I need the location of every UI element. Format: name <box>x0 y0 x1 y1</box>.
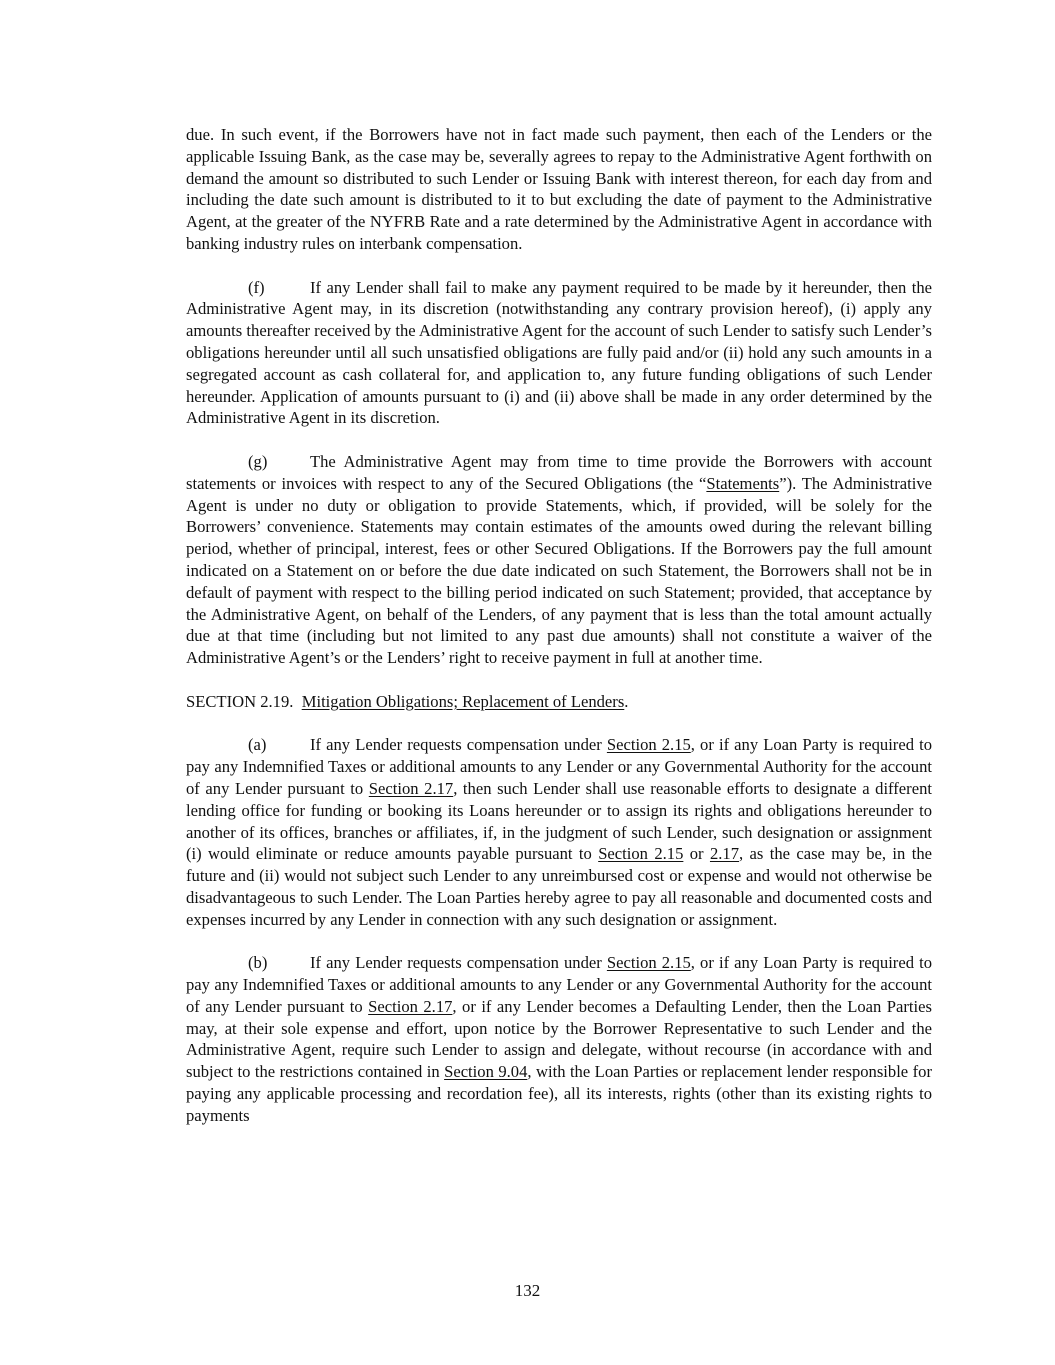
paragraph-f <box>186 277 932 430</box>
paragraph-a-text-4: or <box>683 844 710 864</box>
section-heading <box>186 691 932 713</box>
paragraph-a-text-5: , as the case may be, in the future and (ii) would not subject such Lender to any unreimbursed cost or expense and would not otherwise be disadvantageous to such Lender. The Loan Parties hereby agree to pay all reasonable and documented costs and expenses incurred by any Lender in connection with any such designation or assignment. <box>186 844 932 929</box>
paragraph-continuation: due. In such event, if the Borrowers have not in fact made such payment, then each of the Lenders or the applicable Issuing Bank, as the case may be, severally agrees to repay to the Administrative Agent forthwith on demand the amount so distributed to such Lender or Issuing Bank with interest thereon, for each day from and including the date such amount is distributed to it to but excluding the date of payment to the Administrative Agent, at the greater of the NYFRB Rate and a rate determined by the Administrative Agent in accordance with banking industry rules on interbank compensation. <box>186 125 932 253</box>
paragraph-a-text-2: , or if any Loan Party is required to pay any Indemnified Taxes or additional amounts to any Lender or any Governmental Authority for the account of any Lender pursuant to <box>186 735 932 798</box>
paragraph-g-text-1: The Administrative Agent may from time to time provide the Borrowers with account statements or invoices with respect to any of the Secured Obligations (the “ <box>186 451 932 493</box>
paragraph-g <box>186 451 932 669</box>
cross-reference-link[interactable]: 2.17 <box>709 844 739 864</box>
section-title-period: . <box>624 691 629 711</box>
cross-reference-link[interactable]: Section 9.04 <box>444 1062 528 1082</box>
paragraph-a <box>186 734 932 930</box>
defined-term-statements: Statements <box>706 473 780 493</box>
paragraph-b-label: (b) <box>248 953 268 973</box>
paragraph-g-text-2: ”). The Administrative Agent is under no duty or obligation to provide Statements, which, if provided, will be solely for the Borrowers’ convenience. Statements may contain estimates of the amounts owed during the relevant billing period, whether of principal, interest, fees or other Secured Obligations. If the Borrowers pay the full amount indicated on a Statement on or before the due date indicated on such Statement, the Borrowers shall not be in default of payment with respect to the billing period indicated on such Statement; provided, that acceptance by the Administrative Agent, on behalf of the Lenders, of any payment that is less than the total amount actually due at that time (including but not limited to any past due amounts) shall not constitute a waiver of the Administrative Agent’s or the Lenders’ right to receive payment in full at another time. <box>186 473 932 668</box>
section-title: Mitigation Obligations; Replacement of Lenders <box>301 691 625 711</box>
paragraph-b-text-4: , with the Loan Parties or replacement lender responsible for paying any applicable processing and recordation fee), all its interests, rights (other than its existing rights to payments <box>186 1062 932 1125</box>
paragraph-a-text-1: If any Lender requests compensation under <box>310 735 607 755</box>
cross-reference-link[interactable]: Section 2.15 <box>606 953 691 973</box>
cross-reference-link[interactable]: Section 2.15 <box>598 844 684 864</box>
document-page <box>186 124 932 1127</box>
paragraph-b <box>186 952 932 1126</box>
paragraph-g-label: (g) <box>248 451 268 471</box>
paragraph-a-text-3: , then such Lender shall use reasonable efforts to designate a different lending office for funding or booking its Loans hereunder or to assign its rights and obligations hereunder to another of its offices, branches or affiliates, if, in the judgment of such Lender, such designation or assignment (i) would eliminate or reduce amounts payable pursuant to <box>186 778 932 864</box>
section-number: SECTION 2.19. <box>186 691 294 711</box>
paragraph-b-text-1: If any Lender requests compensation under <box>310 953 607 973</box>
paragraph-f-label: (f) <box>248 277 265 297</box>
paragraph-a-label: (a) <box>248 735 267 755</box>
paragraph-f-text: If any Lender shall fail to make any payment required to be made by it hereunder, then the Administrative Agent may, in its discretion (notwithstanding any contrary provision hereof), (i) apply any amounts thereafter received by the Administrative Agent for the account of such Lender to satisfy such Lender’s obligations hereunder until all such unsatisfied obligations are fully paid and/or (ii) hold any such amounts in a segregated account as cash collateral for, and application to, any future funding obligations of such Lender hereunder. Application of amounts pursuant to (i) and (ii) above shall be made in any order determined by the Administrative Agent in its discretion. <box>186 277 932 428</box>
paragraph-b-text-2: , or if any Loan Party is required to pay any Indemnified Taxes or additional amounts to any Lender or any Governmental Authority for the account of any Lender pursuant to <box>186 953 932 1016</box>
cross-reference-link[interactable]: Section 2.17 <box>368 778 454 798</box>
cross-reference-link[interactable]: Section 2.15 <box>606 735 691 755</box>
cross-reference-link[interactable]: Section 2.17 <box>368 996 453 1016</box>
paragraph-b-text-3: , or if any Lender becomes a Defaulting Lender, then the Loan Parties may, at their sole expense and effort, upon notice by the Borrower Representative to such Lender and the Administrative Agent, require such Lender to assign and delegate, without recourse (in accordance with and subject to the restrictions contained in <box>186 996 932 1082</box>
page-number: 132 <box>514 1281 541 1300</box>
